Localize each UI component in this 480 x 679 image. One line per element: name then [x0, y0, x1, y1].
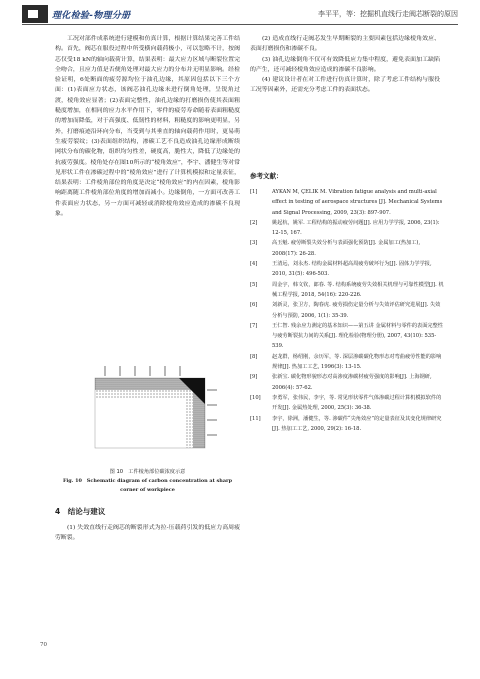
reference-item	[250, 280, 445, 301]
figure-10-corner-carbon-diagram	[75, 360, 225, 460]
reference-number: [3]	[250, 240, 258, 247]
page-header	[0, 0, 480, 32]
running-title: 李平平，等：挖掘机直线行走阀芯断裂的原因	[318, 10, 458, 18]
reference-number: [5]	[250, 281, 258, 288]
figure-caption-cn: 图 10 工件棱角部位碳浓度示意	[109, 469, 186, 475]
reference-number: [8]	[250, 353, 258, 360]
reference-item	[250, 414, 445, 435]
reference-item	[250, 393, 445, 414]
reference-number: [11]	[250, 415, 261, 422]
reference-text: 张新宝. 碳化物形貌形态对高渗度渗碳材疲劳强度的影响[J]. 上海钢研, 2006(4): 57-62.	[272, 374, 432, 391]
reference-text: 姚起杭，姚军. 工程结构的振动疲劳问题[J]. 应用力学学报, 2006, 23(1): 12-15, 167.	[272, 219, 440, 237]
reference-number: [10]	[250, 394, 261, 401]
right-column	[250, 34, 440, 96]
journal-name: 理化检验-物理分册	[52, 11, 131, 21]
references-heading: 参考文献：	[250, 172, 283, 180]
reference-item	[250, 352, 445, 373]
reference-item	[250, 259, 445, 280]
reference-text: AYKAN M, ÇELIK M. Vibration fatigue analysis and multi-axial effect in testing of aerospace structures [J]. Mechanical Systems and Signal Processing, 2009, 23(3): 897-907.	[272, 189, 443, 216]
reference-number: [6]	[250, 302, 258, 309]
body-paragraph: 工况对部件成系统进行建模和仿真计算，根据计算结果完善工件结构。首先，阀芯在服役过程中所受横向载荷极小，可以忽略不计，按阀芯仅受18 kN的轴向载荷计算，结果表明：最大应力区域与断裂位置完全吻合，且应力值是否便角处理对最大应力的分布并无明显影响。经检验证明，6处断面的疲劳源均位于油孔边缘，其原因包括以下三个方面：(1)表面应力状态，该阀芯油孔边缘未进行倒角处理，呈锐角过渡，棱角效应显著；(2)表面完整性，油孔边缘的打磨损伤使其表面粗糙度增加，在相同的应力水平作用下，零件的疲劳寿命随着表面粗糙度的增加而降低，对于高强度、低韧性的材料，粗糙度的影响更明显，另外，打磨痕迹沿环向分布，当受到与其垂直的轴向载荷作用时，更易萌生疲劳裂纹；(3)表面组织结构，渗碳工艺不良造成油孔边缘形成断续网状分布的碳化物，组织均匀性差，硬度高，脆性大，降低了边缘处的抗疲劳强度。棱角处存在图10所示的“棱角效应”，李宇、潘健生等对常见形状工件在渗碳过程中的“棱角效应”进行了计算机模拟和定量表征，结果表明：工件棱角部位的角度是决定“棱角效应”的内在因素，棱角影响距离随工件棱角部位角度的增加而减小。边缘倒角，一方面可改善工件表面应力状态，另一方面可减轻或消除棱角效应造成的渗碳不良现象。	[55, 36, 240, 218]
reference-text: 高玉魁. 疲劳断裂失效分析与表面强化预防[J]. 金属加工(热加工), 2008(17): 26-28.	[272, 240, 421, 257]
reference-item	[250, 187, 445, 218]
journal-logo-icon	[22, 5, 48, 23]
reference-item	[250, 300, 445, 321]
reference-item	[250, 238, 445, 259]
section-heading: 4 结论与建议	[55, 507, 106, 516]
reference-list	[250, 187, 445, 434]
reference-text: 王清远，刘永杰. 结构金属材料超高周疲劳破坏行为[J]. 固体力学学报, 2010, 31(5): 496-503.	[272, 261, 432, 278]
reference-number: [1]	[250, 189, 258, 195]
body-paragraph: (4) 建议设计者在对工件进行仿真计算时，除了考虑工件结构与服役工况等因素外，还需充分考虑工件的表面状态。	[250, 77, 440, 94]
body-paragraph: (3) 油孔边缘倒角不仅可有效降低应力集中程度，避免表面加工缺陷的产生，还可减轻棱角效应造成的渗碳不良影响。	[250, 56, 440, 73]
body-paragraph: (2) 造成直线行走阀芯发生早期断裂的主要因素包括边缘棱角效应、表面打磨损伤和渗碳不良。	[250, 36, 440, 53]
reference-item	[250, 218, 445, 239]
page-number: 70	[40, 642, 47, 648]
left-column	[55, 34, 240, 219]
header-rule	[22, 24, 458, 25]
reference-text: 李勇军，张伟民，李宇，等. 常见形状零件气体渗碳过程计算机模拟软件的开发[J]. 金属热处理, 2000, 25(3): 36-38.	[272, 394, 442, 412]
conclusion-paragraph	[55, 523, 240, 544]
figure-caption-en: Fig. 10 Schematic diagram of carbon concentration at sharp corner of workpiece	[62, 478, 233, 493]
reference-item	[250, 321, 445, 352]
reference-number: [7]	[250, 322, 258, 329]
reference-item	[250, 372, 445, 393]
reference-text: 刘新灵，张卫方，陶春虎. 疲劳损伤定量分析与失效评估研究进展[J]. 失效分析与预防, 2006, 1(1): 35-39.	[272, 302, 441, 319]
reference-text: 赵龙群，杨绍刚，余历军，等. 深层渗碳碳化物形态对弯曲疲劳性能的影响规律[J]. 热加工工艺, 1996(3): 13-15.	[272, 353, 442, 371]
reference-number: [9]	[250, 374, 258, 381]
reference-text: 王仁智. 残余应力测定的基本知识——第五讲 金属材料与零件的表面完整性与疲劳断裂抗力间的关系[J]. 理化检验(物理分册), 2007, 43(10): 535-539.	[272, 322, 443, 350]
reference-text: 周金宇，韩文钦，郎春. 等. 结构系统疲劳失效相关机理与可靠性模型[J]. 机械工程学报, 2018, 54(16): 220-226.	[272, 281, 444, 298]
reference-text: 李宇，徐洲，潘健生，等. 渗碳件“尖角效应”的定量表征及其变化规律研究[J]. 热加工工艺, 2000, 29(2): 16-18.	[272, 415, 442, 432]
reference-number: [2]	[250, 219, 258, 226]
reference-number: [4]	[250, 261, 258, 268]
body-paragraph: (1) 失效直线行走阀芯的断裂形式为拉-压载荷引发的低应力高周疲劳断裂。	[55, 525, 240, 542]
